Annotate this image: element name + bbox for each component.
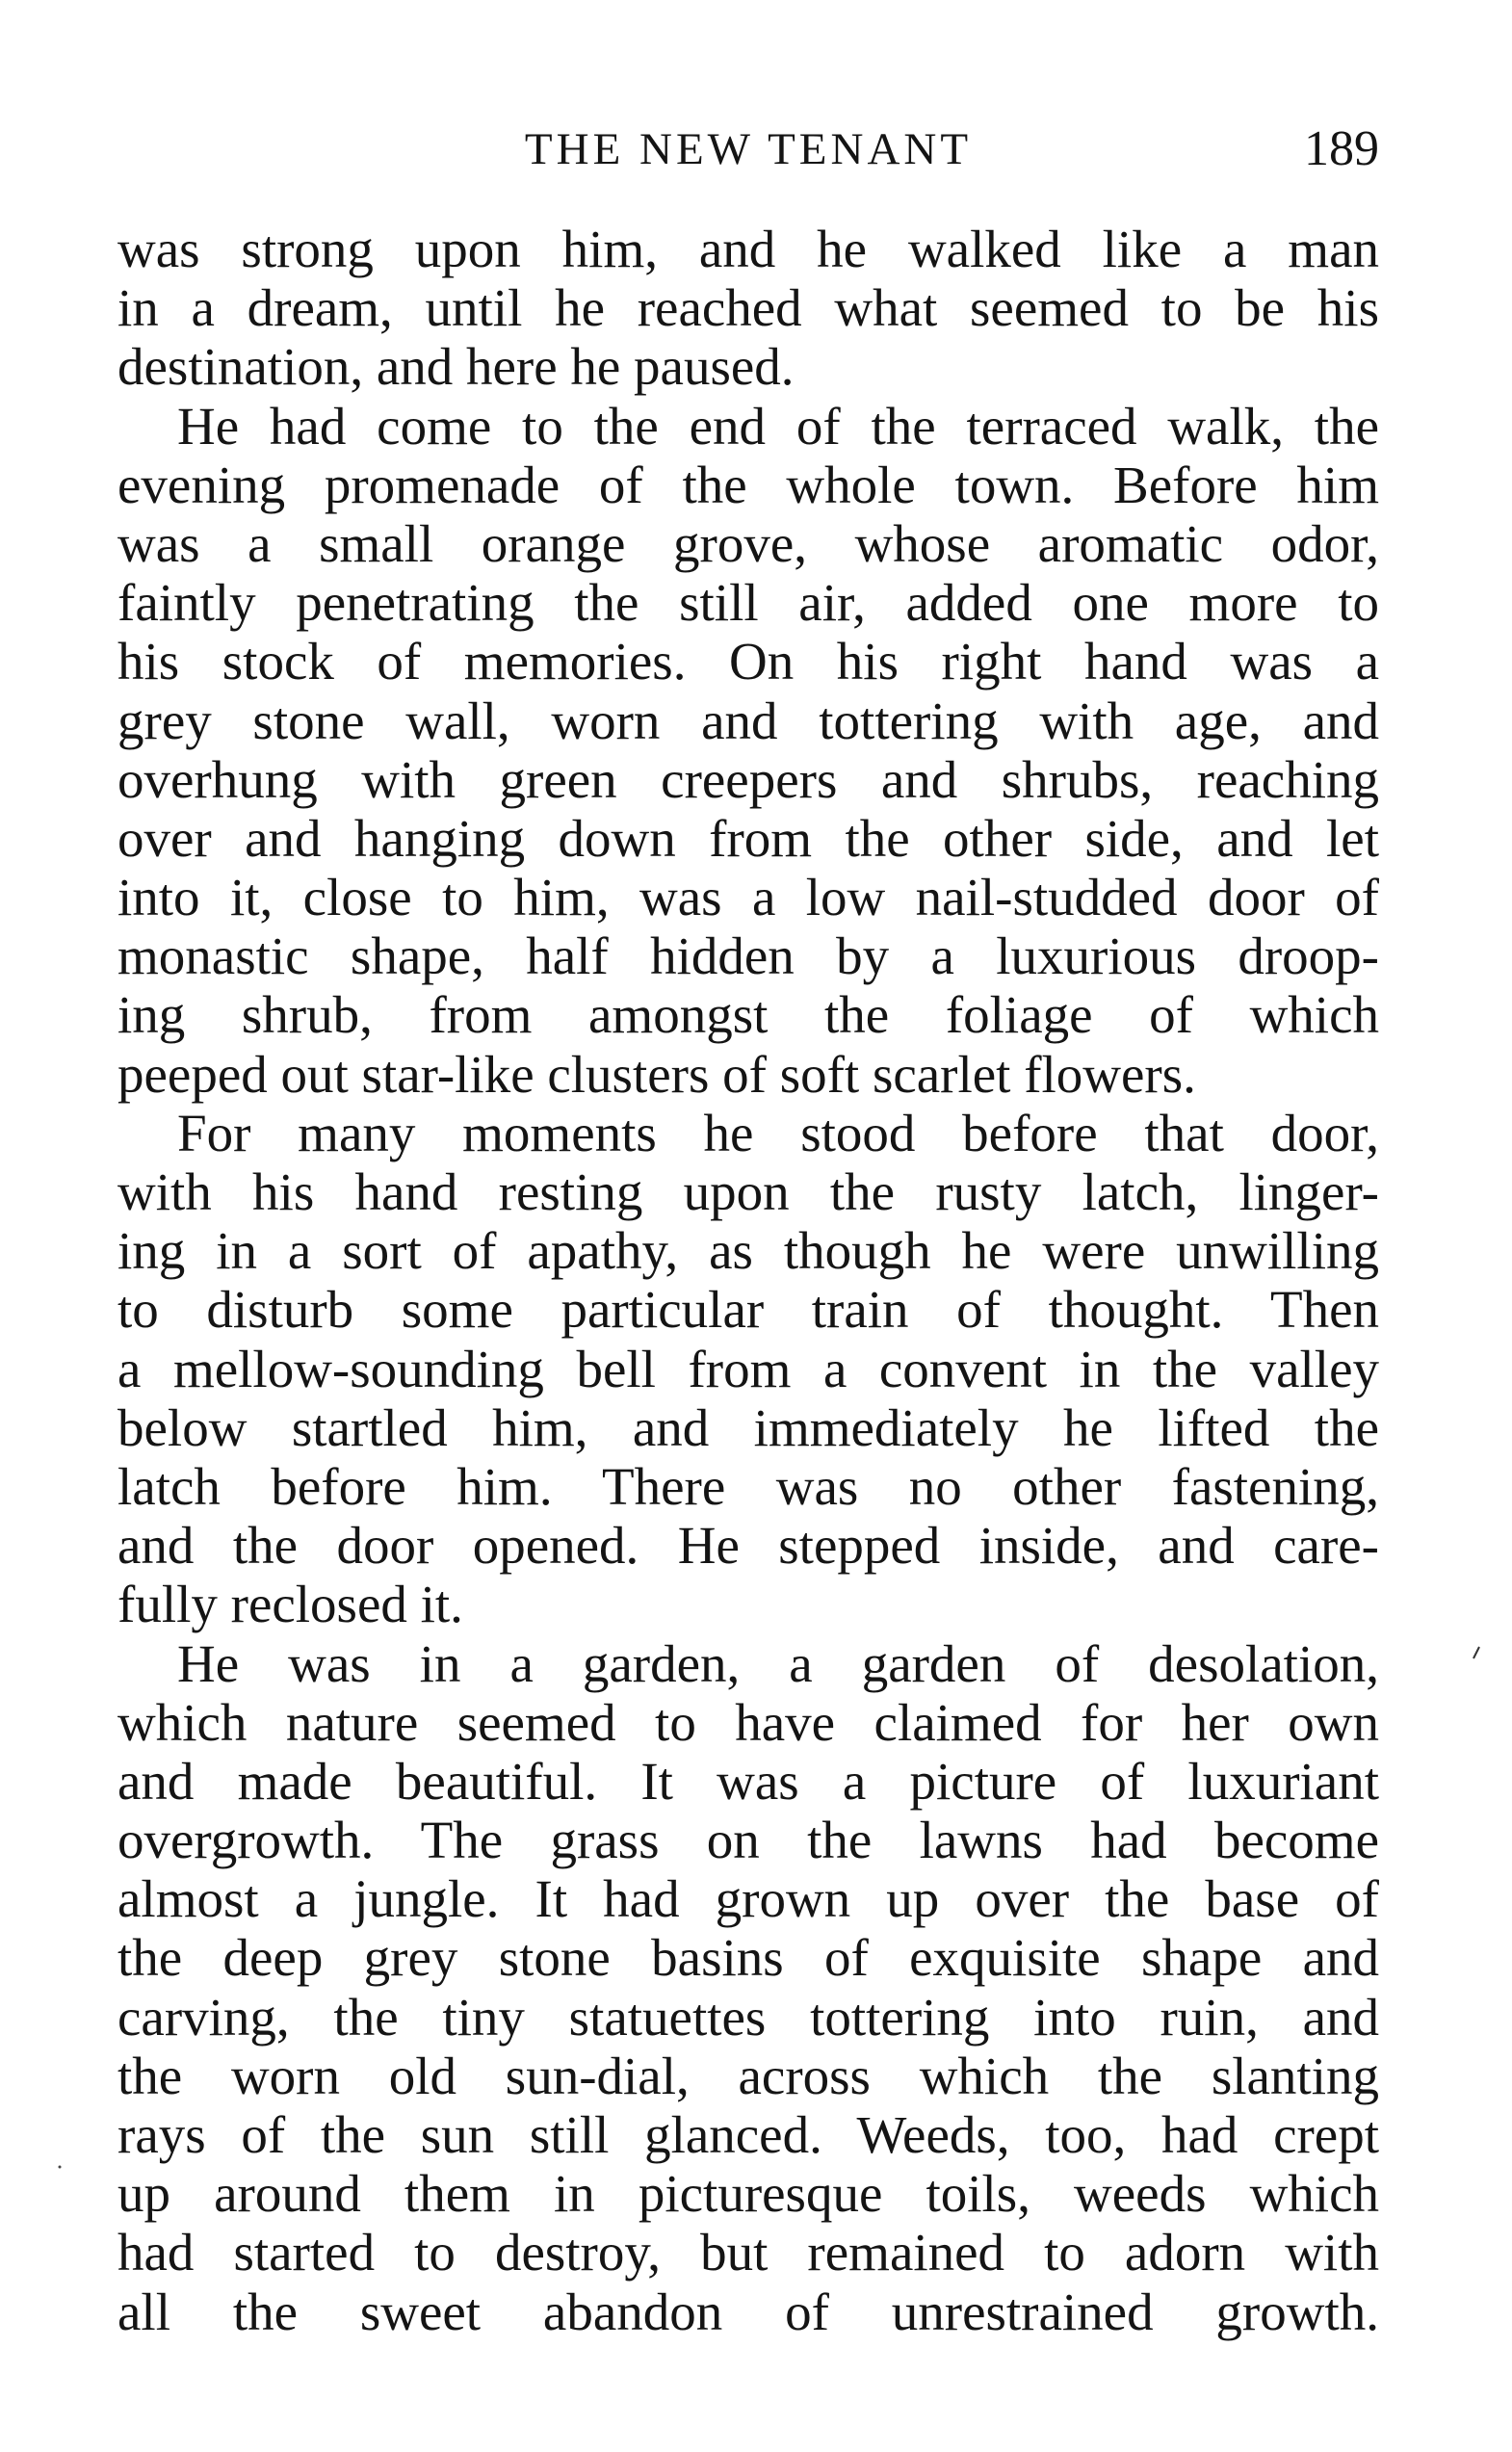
ink-speck [1473,1647,1479,1658]
text-line: carving, the tiny statuettes tottering into ruin, and [117,1987,1379,2047]
page-number: 189 [1304,121,1379,176]
text-line: peeped out star-like clusters of soft scarlet flowers. [117,1044,1196,1104]
text-line: faintly penetrating the still air, added one more to [117,573,1379,633]
text-line: For many moments he stood before that door, [177,1103,1379,1162]
text-line: which nature seemed to have claimed for her own [117,1692,1379,1752]
body-text [117,220,1379,2341]
text-line: almost a jungle. It had grown up over the base of [117,1869,1379,1929]
text-line: to disturb some particular train of thought. Then [117,1280,1379,1340]
text-line: with his hand resting upon the rusty latch, linger- [117,1162,1379,1221]
text-line: was strong upon him, and he walked like a man [117,220,1379,278]
text-line: overgrowth. The grass on the lawns had become [117,1811,1379,1870]
text-line: fully reclosed it. [117,1575,463,1634]
text-line: ing shrub, from amongst the foliage of which [117,985,1379,1045]
running-head [117,116,1379,183]
running-title: THE NEW TENANT [524,124,973,174]
text-line: overhung with green creepers and shrubs, reaching [117,749,1379,809]
ink-speck [59,2166,62,2169]
text-line: ing in a sort of apathy, as though he were unwilling [117,1221,1379,1281]
text-line: He had come to the end of the terraced walk, the [177,396,1379,456]
text-line: over and hanging down from the other side, and let [117,808,1379,868]
text-line: into it, close to him, was a low nail-studded door of [117,868,1379,927]
text-line: the worn old sun-dial, across which the slanting [117,2046,1379,2105]
text-line: a mellow-sounding bell from a convent in the valley [117,1339,1379,1398]
text-line: and the door opened. He stepped inside, and care- [117,1516,1379,1576]
text-line: in a dream, until he reached what seemed to be his [117,278,1379,338]
text-line: rays of the sun still glanced. Weeds, too, had crept [117,2105,1379,2164]
text-line: his stock of memories. On his right hand was a [117,632,1379,691]
text-line: below startled him, and immediately he lifted the [117,1397,1379,1457]
text-line: the deep grey stone basins of exquisite shape and [117,1928,1379,1988]
text-line: up around them in picturesque toils, weeds which [117,2164,1379,2224]
text-line: was a small orange grove, whose aromatic odor, [117,513,1379,573]
text-line: latch before him. There was no other fastening, [117,1456,1379,1516]
text-line: grey stone wall, worn and tottering with age, and [117,691,1379,750]
text-line: destination, and here he paused. [117,337,795,397]
text-line: all the sweet abandon of unrestrained growth. [117,2282,1379,2341]
text-line: and made beautiful. It was a picture of luxuriant [117,1751,1379,1811]
text-line: monastic shape, half hidden by a luxurious droop- [117,926,1379,986]
text-line: had started to destroy, but remained to adorn with [117,2223,1379,2282]
text-line: He was in a garden, a garden of desolation, [177,1633,1379,1693]
text-line: evening promenade of the whole town. Before him [117,455,1379,514]
